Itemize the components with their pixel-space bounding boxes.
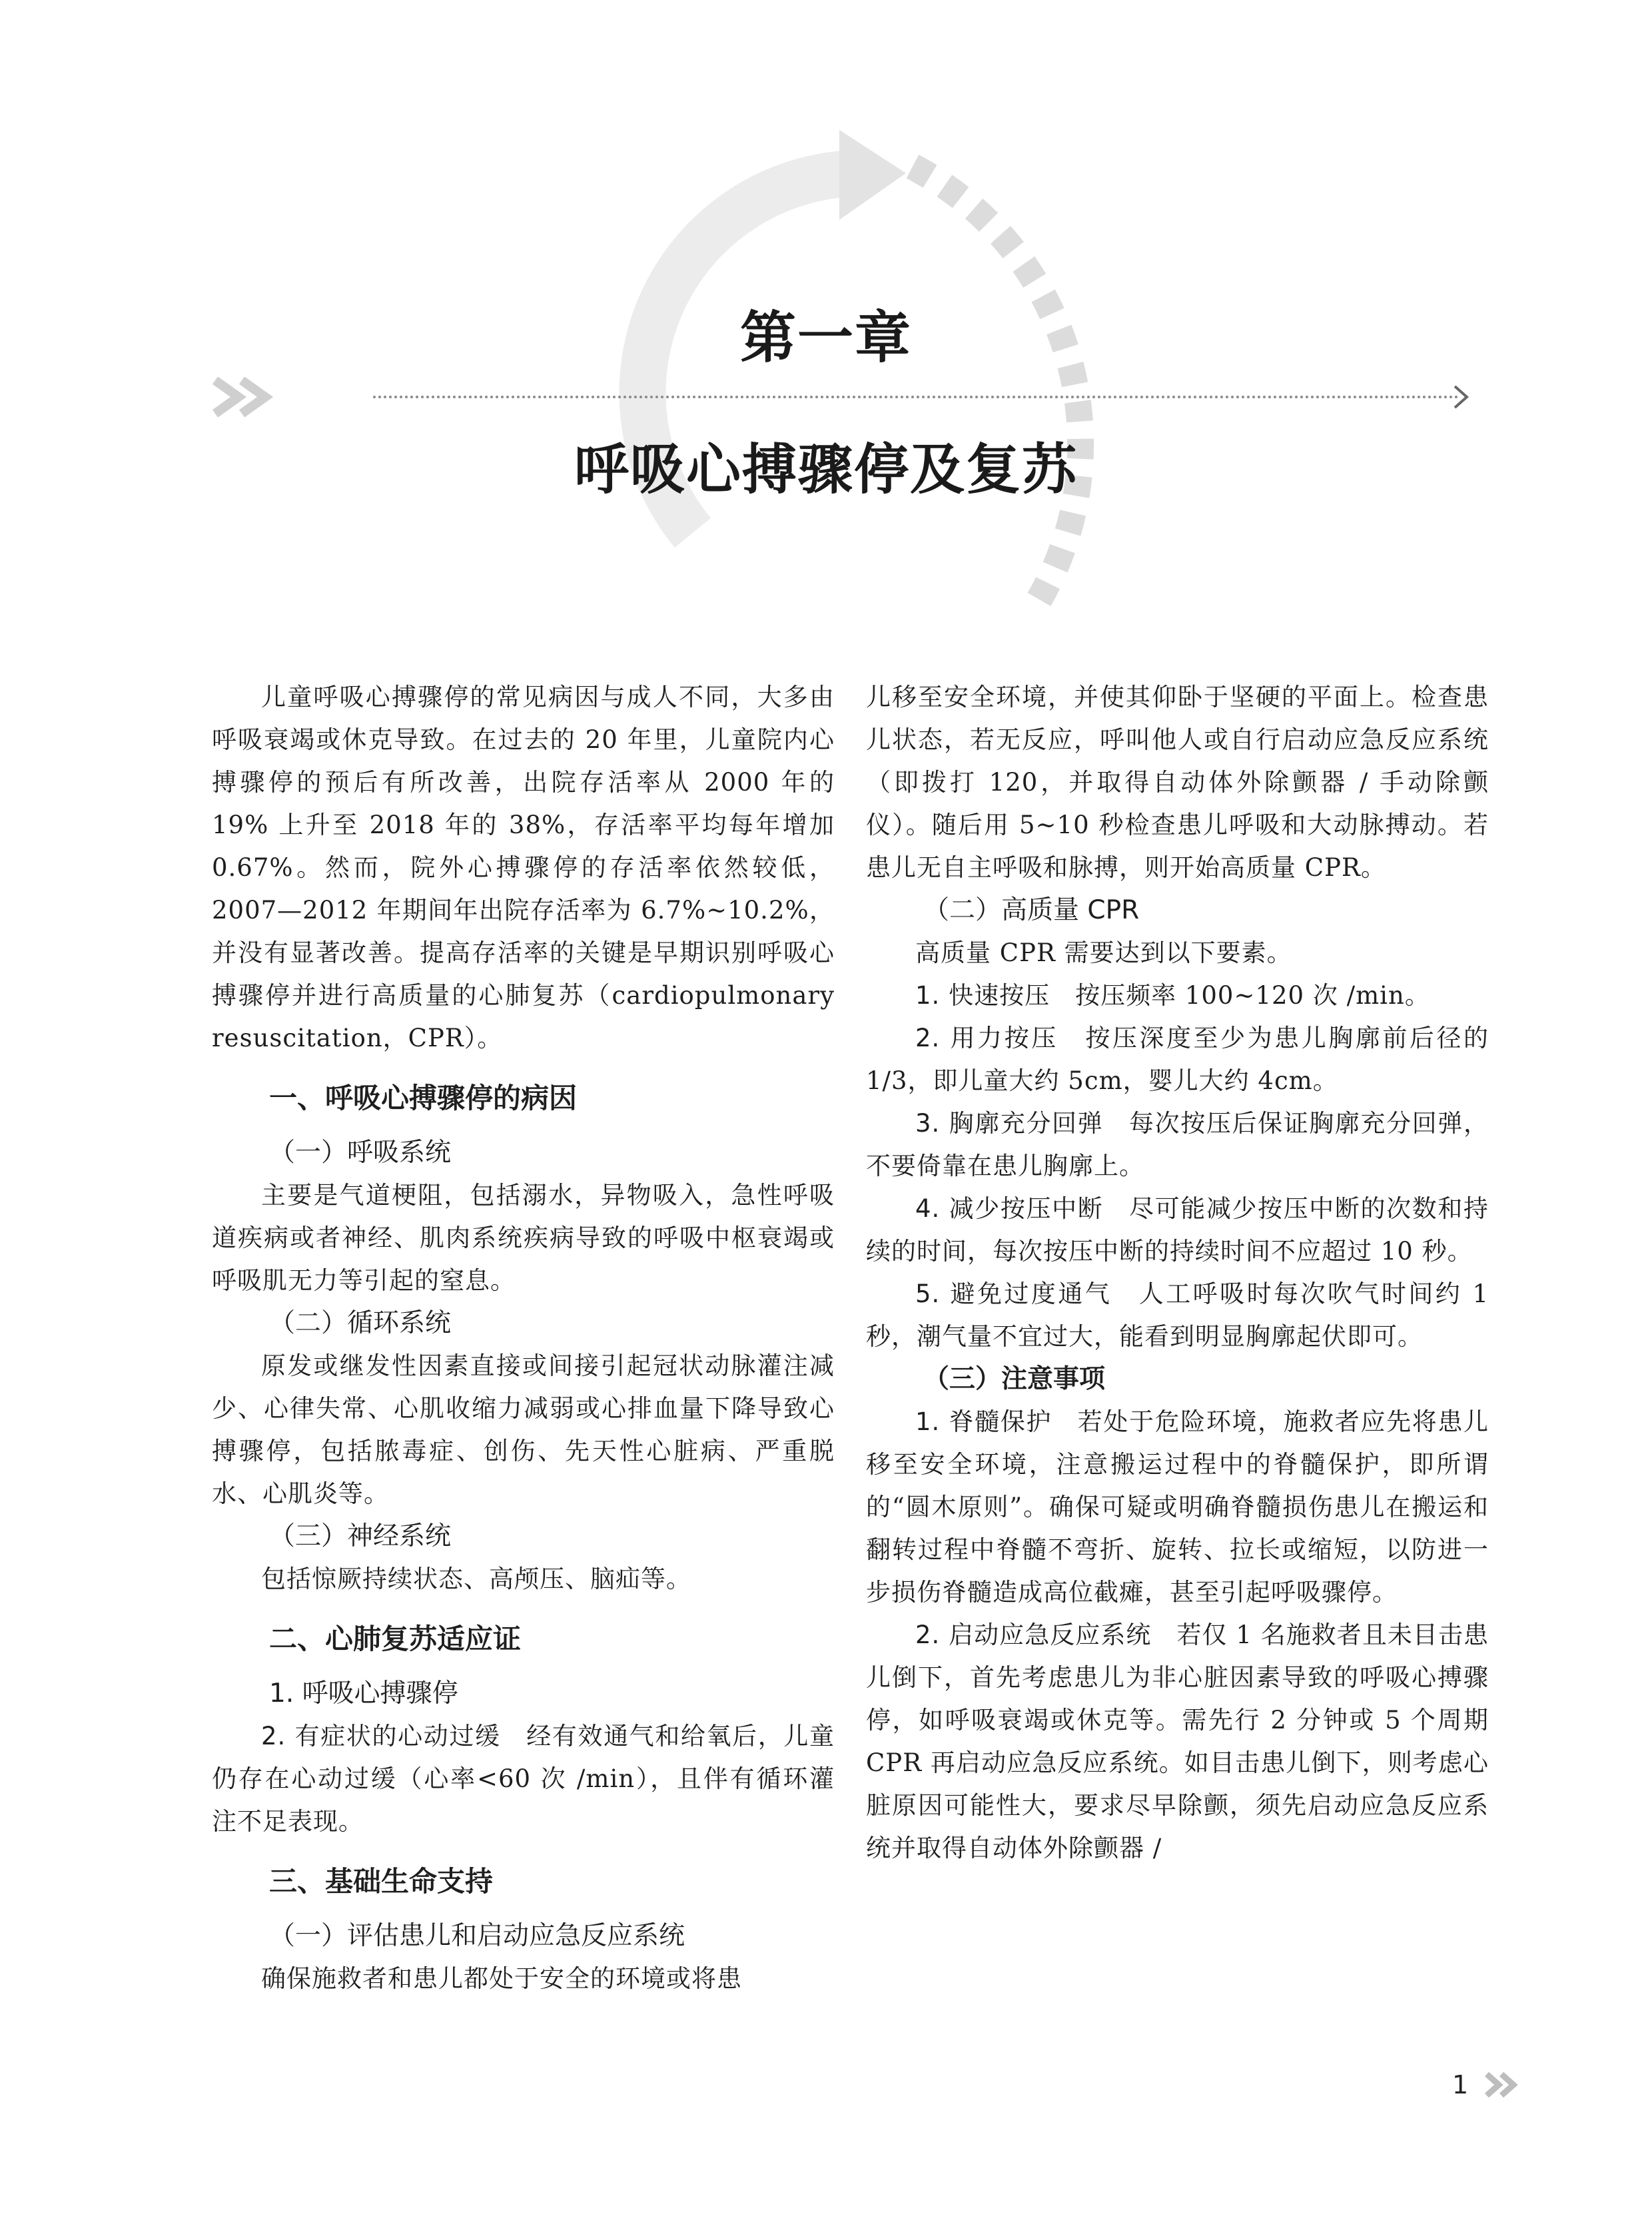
subheading-respiratory: （一）呼吸系统 [269, 1138, 452, 1168]
footer-double-chevron-icon [1484, 2070, 1524, 2099]
intro-paragraph: 儿童呼吸心搏骤停的常见病因与成人不同，大多由呼吸衰竭或休克导致。在过去的 20 年里，儿童院内心搏骤停的预后有所改善，出院存活率从 2000 年的 19% 上升至 2018 年的 38%，存活率平均每年增加 0.67%。然而，院外心搏骤停的存活率依然较低，2007—2012 年期间年出院存活率为 6.7%~10.2%，并没有显著改善。提高存活率的关键是早期识别呼吸心搏骤停并进行高质量的心肺复苏（cardiopulmonary resuscitation，CPR）。 [212, 683, 835, 1052]
cpr-item-3 [866, 1102, 1489, 1188]
indication-item-1: 1. 呼吸心搏骤停 [269, 1678, 458, 1708]
section-heading-causes: 一、呼吸心搏骤停的病因 [269, 1082, 578, 1114]
assess-paragraph-start: 确保施救者和患儿都处于安全的环境或将患 [261, 1964, 742, 1993]
page-number: 1 [1452, 2070, 1469, 2099]
precaution-item-2 [866, 1614, 1489, 1870]
precaution-item-1-text: 若处于危险环境，施救者应先将患儿移至安全环境，注意搬运过程中的脊髓保护，即所谓的“圆木原则”。确保可疑或明确脊髓损伤患儿在搬运和翻转过程中脊髓不弯折、旋转、拉长或缩短，以防进一步损伤脊髓造成高位截瘫，甚至引起呼吸骤停。 [866, 1407, 1489, 1607]
precaution-item-2-text: 若仅 1 名施救者且未目击患儿倒下，首先考虑患儿为非心脏因素导致的呼吸心搏骤停，如呼吸衰竭或休克等。需先行 2 分钟或 5 个周期 CPR 再启动应急反应系统。如目击患儿倒下，则考虑心脏原因可能性大，要求尽早除颤，须先启动应急反应系统并取得自动体外除颤器 / [866, 1621, 1489, 1862]
title-dotted-rule [373, 396, 1459, 398]
cpr-item-2 [866, 1017, 1489, 1102]
circulatory-paragraph: 原发或继发性因素直接或间接引起冠状动脉灌注减少、心律失常、心肌收缩力减弱或心排血量下降导致心搏骤停，包括脓毒症、创伤、先天性心脏病、严重脱水、心肌炎等。 [212, 1351, 835, 1508]
double-chevron-icon [212, 377, 278, 417]
cpr-item-4 [866, 1188, 1489, 1273]
assess-paragraph-continued: 儿移至安全环境，并使其仰卧于坚硬的平面上。检查患儿状态，若无反应，呼叫他人或自行启动应急反应系统（即拨打 120，并取得自动体外除颤器 / 手动除颤仪）。随后用 5~10 秒检查患儿呼吸和大动脉搏动。若患儿无自主呼吸和脉搏，则开始高质量 CPR。 [866, 683, 1489, 882]
cpr-item-3-lead: 3. 胸廓充分回弹 [915, 1109, 1104, 1138]
section-heading-bls: 三、基础生命支持 [269, 1865, 494, 1898]
cpr-item-1 [866, 974, 1489, 1017]
precaution-item-1-lead: 1. 脊髓保护 [915, 1407, 1052, 1436]
right-column [866, 676, 1489, 1870]
cpr-item-1-text: 按压频率 100~120 次 /min。 [1075, 981, 1430, 1010]
cpr-item-5-text: 人工呼吸时每次吹气时间约 1 秒，潮气量不宜过大，能看到明显胸廓起伏即可。 [866, 1280, 1489, 1351]
cpr-intro: 高质量 CPR 需要达到以下要素。 [915, 938, 1292, 967]
cpr-item-4-lead: 4. 减少按压中断 [915, 1194, 1104, 1223]
chapter-title: 呼吸心搏骤停及复苏 [574, 438, 1078, 502]
subheading-high-quality-cpr: （二）高质量 CPR [923, 895, 1140, 925]
cpr-item-2-text: 按压深度至少为患儿胸廓前后径的 1/3，即儿童大约 5cm，婴儿大约 4cm。 [866, 1024, 1489, 1095]
subheading-circulatory: （二）循环系统 [269, 1308, 452, 1338]
cpr-item-1-lead: 1. 快速按压 [915, 981, 1050, 1010]
cpr-item-5-lead: 5. 避免过度通气 [915, 1280, 1112, 1308]
rule-arrow-icon [1452, 384, 1471, 410]
neurological-paragraph: 包括惊厥持续状态、高颅压、脑疝等。 [261, 1565, 691, 1593]
cpr-item-2-lead: 2. 用力按压 [915, 1024, 1058, 1052]
indication-item-2-lead: 2. 有症状的心动过缓 [261, 1722, 501, 1750]
subheading-assess: （一）评估患儿和启动应急反应系统 [269, 1921, 685, 1951]
subheading-precautions: （三）注意事项 [923, 1364, 1106, 1394]
cpr-item-3-text: 每次按压后保证胸廓充分回弹，不要倚靠在患儿胸廓上。 [866, 1109, 1489, 1180]
left-column [212, 676, 835, 2000]
cpr-item-4-text: 尽可能减少按压中断的次数和持续的时间，每次按压中断的持续时间不应超过 10 秒。 [866, 1194, 1489, 1266]
precaution-item-2-lead: 2. 启动应急反应系统 [915, 1621, 1152, 1649]
respiratory-paragraph: 主要是气道梗阻，包括溺水，异物吸入，急性呼吸道疾病或者神经、肌肉系统疾病导致的呼吸中枢衰竭或呼吸肌无力等引起的窒息。 [212, 1181, 835, 1295]
indication-item-2 [212, 1715, 835, 1843]
subheading-neurological: （三）神经系统 [269, 1521, 452, 1551]
section-heading-indications: 二、心肺复苏适应证 [269, 1623, 522, 1655]
indication-item-2-text: 经有效通气和给氧后，儿童仍存在心动过缓（心率<60 次 /min），且伴有循环灌注不足表现。 [212, 1722, 835, 1836]
chapter-number: 第一章 [739, 305, 912, 370]
precaution-item-1 [866, 1401, 1489, 1614]
cpr-item-5 [866, 1273, 1489, 1358]
